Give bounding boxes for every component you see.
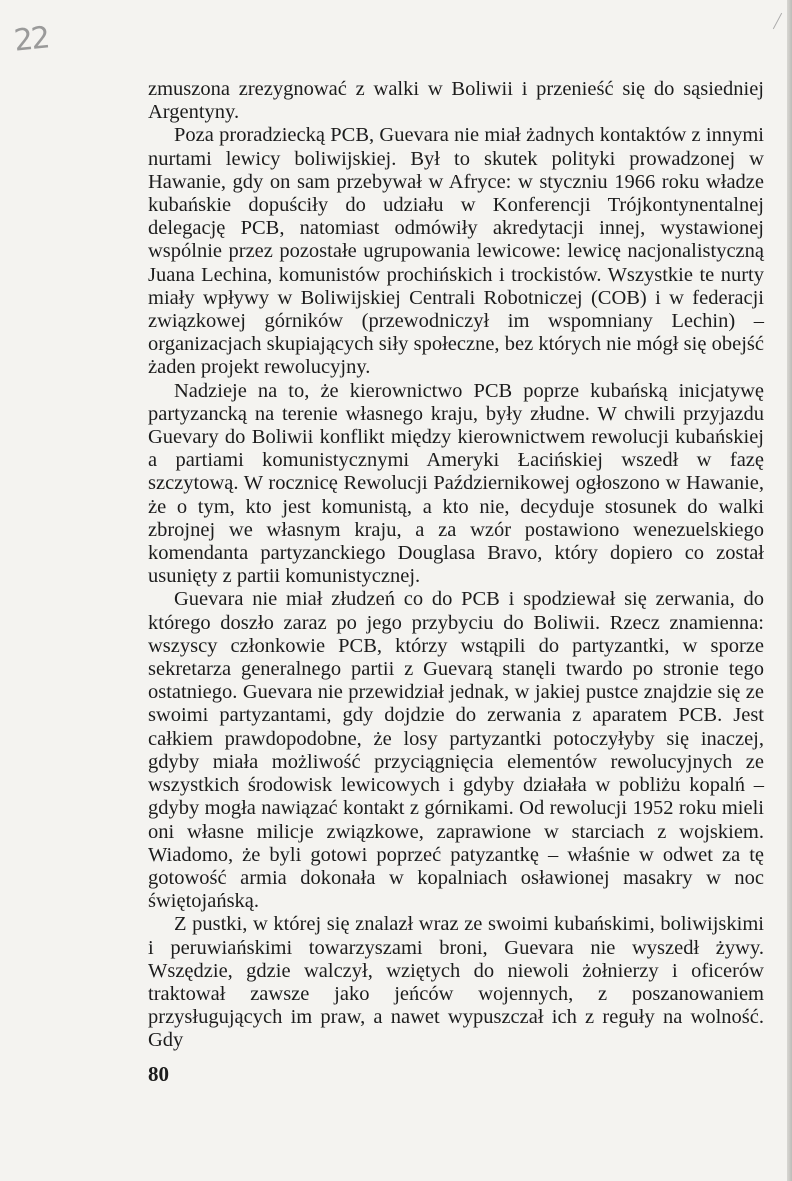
paragraph: Guevara nie miał złudzeń co do PCB i spodziewał się zerwania, do którego doszło zaraz po jego przybyciu do Boliwii. Rzecz znamienna: wszyscy członkowie PCB, którzy wstąpili do partyzantki, w sporze sekretarza generalnego partii z Guevarą stanęli twardo po stronie tego ostatniego. Guevara nie przewidział jednak, w jakiej pustce znajdzie się ze swoimi partyzantami, gdy dojdzie do zerwania z aparatem PCB. Jest całkiem prawdopodobne, że losy partyzantki potoczyłyby się inaczej, gdyby miała możliwość przyciągnięcia elementów rewolucyjnych ze wszystkich środowisk lewicowych i gdyby działała w pobliżu kopalń – gdyby mogła nawiązać kontakt z górnikami. Od rewolucji 1952 roku mieli oni własne milicje związkowe, zaprawione w starciach z wojskiem. Wiadomo, że byli gotowi poprzeć patyzantkę – właśnie w odwet za tę gotowość armia dokonała w kopalniach osławionej masakry w noc świętojańską.	[148, 588, 764, 913]
scan-edge-shadow	[787, 0, 792, 1181]
body-text	[148, 78, 764, 1053]
pencil-tick-mark	[773, 13, 782, 29]
page-number: 80	[148, 1062, 169, 1086]
paragraph: Z pustki, w której się znalazł wraz ze swoimi kubańskimi, boliwijskimi i peruwiańskimi towarzyszami broni, Guevara nie wyszedł żywy. Wszędzie, gdzie walczył, wziętych do niewoli żołnierzy i oficerów traktował zawsze jako jeńców wojennych, z poszanowaniem przysługujących im praw, a nawet wypuszczał ich z reguły na wolność. Gdy	[148, 913, 764, 1052]
handwritten-margin-note: 22	[12, 20, 50, 59]
paragraph-continued: zmuszona zrezygnować z walki w Boliwii i przenieść się do sąsiedniej Argentyny.	[148, 78, 764, 124]
paragraph: Nadzieje na to, że kierownictwo PCB poprze kubańską inicjatywę partyzancką na terenie własnego kraju, były złudne. W chwili przyjazdu Guevary do Boliwii konflikt między kierownictwem rewolucji kubańskiej a partiami komunistycznymi Ameryki Łacińskiej wszedł w fazę szczytową. W rocznicę Rewolucji Październikowej ogłoszono w Hawanie, że o tym, kto jest komunistą, a kto nie, decyduje stosunek do walki zbrojnej we własnym kraju, a za wzór postawiono wenezuelskiego komendanta partyzanckiego Douglasa Bravo, który dopiero co został usunięty z partii komunistycznej.	[148, 379, 764, 588]
paragraph: Poza proradziecką PCB, Guevara nie miał żadnych kontaktów z innymi nurtami lewicy boliwijskiej. Był to skutek polityki prowadzonej w Hawanie, gdy on sam przebywał w Afryce: w styczniu 1966 roku władze kubańskie dopuściły do udziału w Konferencji Trójkontynentalnej delegację PCB, natomiast odmówiły akredytacji innej, wystawionej wspólnie przez pozostałe ugrupowania lewicowe: lewicę nacjonalistyczną Juana Lechina, komunistów prochińskich i trockistów. Wszystkie te nurty miały wpływy w Boliwijskiej Centrali Robotniczej (COB) i w federacji związkowej górników (przewodniczył im wspomniany Lechin) – organizacjach skupiających siły społeczne, bez których nie mógł się obejść żaden projekt rewolucyjny.	[148, 124, 764, 379]
